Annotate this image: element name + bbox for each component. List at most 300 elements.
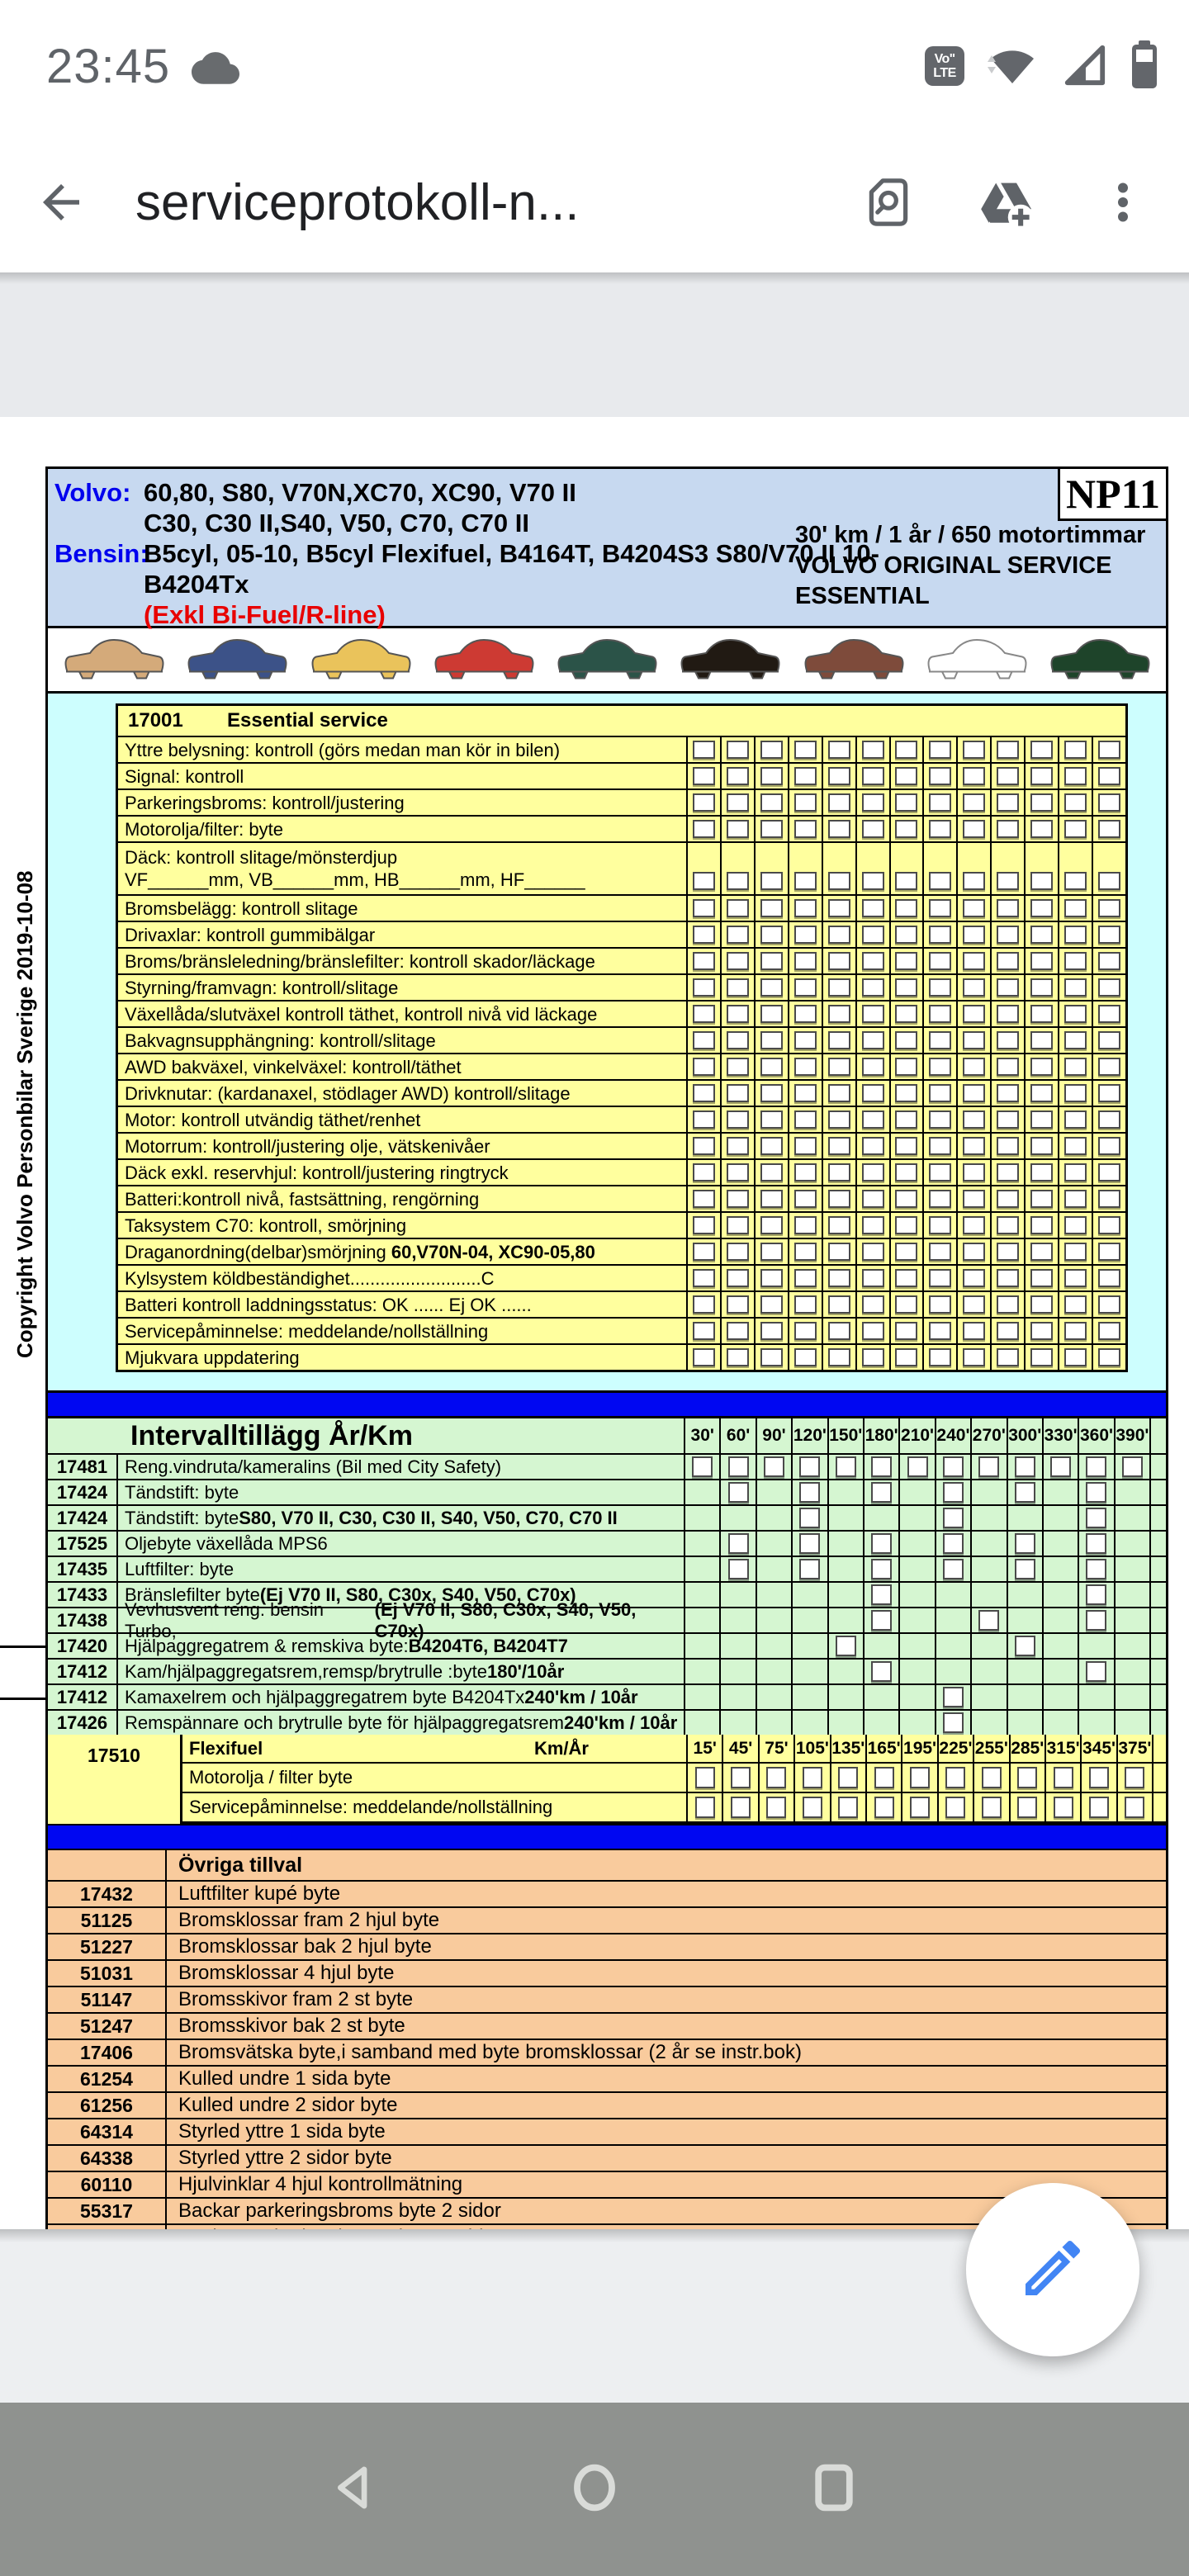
checkbox-cell (756, 1480, 791, 1504)
checkbox (862, 820, 884, 838)
checkbox (1098, 872, 1120, 890)
interval-column-header: 360' (1078, 1418, 1113, 1453)
checkbox (693, 1322, 715, 1340)
checkbox (1089, 1797, 1109, 1818)
back-button[interactable] (33, 174, 89, 230)
checkbox-cell (1078, 1608, 1113, 1632)
checkbox-cell (935, 1480, 970, 1504)
checkbox-cell (756, 1608, 791, 1632)
interval-row (48, 1532, 1166, 1557)
trailing-empty-cell (1149, 1660, 1166, 1683)
checkbox-cell (822, 1292, 855, 1317)
checkbox-cell (1078, 1557, 1113, 1581)
label: Batteri kontroll laddningsstatus: OK ...... Ej OK ...... (125, 1294, 532, 1315)
interval-row (48, 1455, 1166, 1480)
label-bold: 180'/10år (486, 1660, 565, 1682)
checkbox-cell (1024, 764, 1058, 788)
checkbox-cell (791, 1480, 827, 1504)
flexifuel-row (182, 1764, 1166, 1793)
checkbox-cell (788, 1002, 822, 1026)
checkbox-cell (1024, 1345, 1058, 1370)
checkbox (895, 1031, 917, 1049)
checkbox-cell (1024, 1028, 1058, 1053)
checkbox-columns (686, 922, 1125, 947)
checkbox (943, 1533, 964, 1554)
trailing-empty-cell (1149, 1608, 1166, 1632)
checkbox-cell (827, 1506, 863, 1530)
checkbox-columns (686, 1160, 1125, 1185)
essential-row-label (118, 1160, 686, 1185)
checkbox-cell (1058, 1160, 1092, 1185)
checkbox (963, 1031, 985, 1049)
checkbox (997, 872, 1019, 890)
essential-row-label (118, 817, 686, 841)
checkbox (862, 1322, 884, 1340)
checkbox-cell (793, 1793, 829, 1821)
checkbox-cell (719, 1583, 755, 1607)
checkbox-cell (822, 1213, 855, 1238)
flexifuel-column-header: 105' (793, 1735, 829, 1762)
essential-service-table (116, 703, 1128, 1372)
checkbox-cell (1092, 1239, 1125, 1264)
checkbox-columns (686, 843, 1125, 894)
checkbox-cell (686, 1213, 720, 1238)
checkbox-cell (822, 975, 855, 1000)
essential-row-label (118, 1186, 686, 1211)
checkbox (760, 1190, 783, 1208)
checkbox-cell (686, 1081, 720, 1106)
label: Kamaxelrem och hjälpaggregatrem byte B4204Tx (125, 1686, 525, 1707)
checkbox (1030, 872, 1053, 890)
checkbox-cell (1080, 1793, 1116, 1821)
checkbox (1064, 1322, 1087, 1340)
essential-row-label (118, 1292, 686, 1317)
checkbox-cell (754, 1266, 788, 1290)
flexifuel-code: 17510 (88, 1745, 140, 1766)
essential-row (118, 1028, 1125, 1054)
checkbox-cell (754, 1002, 788, 1026)
checkbox (1064, 1163, 1087, 1181)
checkbox (1098, 1137, 1120, 1155)
checkbox-cell (863, 1506, 898, 1530)
checkbox (828, 1269, 850, 1287)
checkbox (1086, 1456, 1106, 1477)
checkbox (929, 793, 951, 812)
interval-column-header: 180' (863, 1418, 898, 1453)
checkbox-columns (686, 1028, 1125, 1053)
checkbox-cell (719, 1660, 755, 1683)
checkbox-columns (686, 1239, 1125, 1264)
checkbox-cell (1058, 1002, 1092, 1026)
checkbox (862, 1348, 884, 1366)
checkbox-cell (754, 1345, 788, 1370)
label: Parkeringsbroms: kontroll/justering (125, 792, 405, 813)
checkbox-cell (1058, 843, 1092, 894)
checkbox (760, 1084, 783, 1102)
checkbox-cell (1092, 1107, 1125, 1132)
checkbox (693, 1058, 715, 1076)
checkbox-cell (788, 1081, 822, 1106)
cloud-icon (192, 48, 239, 84)
checkbox-cell (970, 1583, 1006, 1607)
essential-row-label (118, 922, 686, 947)
checkbox (963, 820, 985, 838)
checkbox-cell (1114, 1532, 1149, 1556)
nav-back-button[interactable] (329, 2462, 381, 2517)
checkbox-cell (922, 1134, 956, 1158)
checkbox (693, 978, 715, 997)
checkbox (929, 1269, 951, 1287)
checkbox-cell (1024, 1107, 1058, 1132)
label-line (125, 1215, 686, 1237)
checkbox (693, 872, 715, 890)
car-silhouette-icon (1045, 631, 1154, 689)
checkbox-cell (956, 817, 990, 841)
checkbox (929, 1058, 951, 1076)
label-line (125, 1162, 686, 1184)
essential-row-label (118, 896, 686, 921)
checkbox-cell (788, 1319, 822, 1343)
checkbox-cell (1007, 1557, 1042, 1581)
label: Däck: kontroll slitage/mönsterdjup (125, 847, 398, 868)
checkbox (929, 1243, 951, 1261)
checkbox (727, 978, 749, 997)
checkbox-cell (922, 949, 956, 973)
checkbox-cell (855, 737, 889, 762)
checkbox-cell (935, 1634, 970, 1658)
checkbox (1030, 1243, 1053, 1261)
checkbox-cell (1024, 1213, 1058, 1238)
checkbox (1098, 1348, 1120, 1366)
checkbox (794, 1005, 817, 1023)
checkbox (693, 1005, 715, 1023)
checkbox (828, 1005, 850, 1023)
volvo-models-line1: 60,80, S80, V70N,XC70, XC90, V70 II (144, 478, 576, 507)
checkbox (794, 952, 817, 970)
checkbox (1064, 741, 1087, 759)
pencil-icon (1016, 2232, 1089, 2308)
checkbox-cell (822, 1107, 855, 1132)
checkbox-columns (686, 1186, 1125, 1211)
checkbox (794, 1110, 817, 1129)
engine-line2: B4204Tx (144, 570, 249, 599)
label: Servicepåminnelse: meddelande/nollställning (125, 1320, 489, 1342)
interval-row-label (116, 1532, 684, 1556)
checkbox (1098, 952, 1120, 970)
checkbox-cell (922, 1081, 956, 1106)
checkbox-cell (990, 1081, 1024, 1106)
checkbox-cell (898, 1532, 934, 1556)
checkbox (693, 1295, 715, 1314)
checkbox-cell (827, 1557, 863, 1581)
label-line (125, 739, 686, 761)
trailing-empty-cell (1149, 1480, 1166, 1504)
label: Tändstift: byte (125, 1481, 239, 1503)
label: Draganordning(delbar)smörjning (125, 1241, 391, 1262)
checkbox-cell (686, 1793, 722, 1821)
volvo-models-line2: C30, C30 II,S40, V50, C70, C70 II (144, 509, 529, 537)
checkbox-columns (686, 1266, 1125, 1290)
checkbox (693, 1137, 715, 1155)
checkbox (1086, 1482, 1106, 1503)
checkbox (794, 1348, 817, 1366)
checkbox-cell (898, 1685, 934, 1709)
checkbox (871, 1584, 892, 1605)
essential-title: Essential service (227, 709, 388, 732)
checkbox-cell (990, 1107, 1024, 1132)
checkbox-cell (970, 1685, 1006, 1709)
checkbox (794, 1058, 817, 1076)
label: Luftfilter: byte (125, 1558, 234, 1579)
checkbox (862, 1163, 884, 1181)
label: Kylsystem köldbeständighet..........................C (125, 1267, 495, 1289)
checkbox-cell (827, 1455, 863, 1479)
checkbox-cell (855, 896, 889, 921)
interval-column-header: 90' (756, 1418, 791, 1453)
checkbox (1064, 820, 1087, 838)
checkbox-cell (956, 1266, 990, 1290)
extras-row (48, 1986, 1166, 2012)
checkbox-cell (889, 1054, 923, 1079)
checkbox (794, 1190, 817, 1208)
interval-row-code: 17438 (56, 1609, 108, 1631)
volte-icon (925, 46, 964, 86)
interval-row-code: 17424 (56, 1481, 108, 1503)
add-to-drive-button[interactable] (978, 174, 1034, 230)
essential-row-label (118, 764, 686, 788)
checkbox-cell (1058, 975, 1092, 1000)
checkbox-cell (935, 1583, 970, 1607)
interval-row-code: 17426 (56, 1712, 108, 1733)
checkbox (929, 1216, 951, 1234)
checkbox (1064, 1216, 1087, 1234)
checkbox (828, 1163, 850, 1181)
checkbox (862, 741, 884, 759)
checkbox (929, 978, 951, 997)
checkbox-cell (1058, 1345, 1092, 1370)
checkbox-cell (1058, 764, 1092, 788)
label-line (125, 765, 686, 788)
checkbox (1030, 793, 1053, 812)
label-line (125, 818, 686, 841)
checkbox-columns (686, 1292, 1125, 1317)
checkbox-cell (956, 1028, 990, 1053)
label-line (125, 1082, 686, 1105)
checkbox-cell (1058, 949, 1092, 973)
checkbox (910, 1797, 930, 1818)
checkbox-cell (1092, 1054, 1125, 1079)
checkbox-cell (791, 1506, 827, 1530)
essential-row-label (118, 1266, 686, 1290)
label-line (125, 792, 686, 814)
checkbox-cell (686, 1002, 720, 1026)
checkbox (862, 767, 884, 785)
essential-row (118, 1292, 1125, 1319)
checkbox-cell (956, 737, 990, 762)
nav-home-button[interactable] (569, 2462, 620, 2517)
flexifuel-unit-label: Km/År (533, 1737, 589, 1759)
checkbox (728, 1456, 749, 1477)
overflow-menu-button[interactable] (1095, 174, 1151, 230)
checkbox-cell (788, 817, 822, 841)
checkbox-columns (686, 737, 1125, 762)
checkbox (895, 1348, 917, 1366)
checkbox-cell (788, 1107, 822, 1132)
checkbox (727, 1058, 749, 1076)
essential-row-label (118, 975, 686, 1000)
interval-column-header: 30' (684, 1418, 719, 1453)
essential-row (118, 922, 1125, 949)
interval-column-header: 120' (791, 1418, 827, 1453)
checkbox (1098, 1243, 1120, 1261)
checkbox-cell (990, 1134, 1024, 1158)
checkbox (760, 1243, 783, 1261)
interval-column-header: 390' (1114, 1418, 1149, 1453)
checkbox (963, 926, 985, 944)
checkbox-columns (686, 1054, 1125, 1079)
label: Motorolja/filter: byte (125, 818, 283, 840)
checkbox (929, 820, 951, 838)
checkbox (693, 1084, 715, 1102)
label: Styrning/framvagn: kontroll/slitage (125, 977, 399, 998)
checkbox (760, 1322, 783, 1340)
checkbox-cell (1114, 1480, 1149, 1504)
label-line (125, 1109, 686, 1131)
checkbox (794, 899, 817, 917)
extras-row-code: 60110 (80, 2173, 133, 2195)
checkbox-cell (956, 1319, 990, 1343)
checkbox-cell (756, 1506, 791, 1530)
checkbox-cell (788, 1028, 822, 1053)
checkbox-cell (956, 1134, 990, 1158)
checkbox (727, 899, 749, 917)
checkbox-cell (791, 1711, 827, 1735)
checkbox (693, 1031, 715, 1049)
trailing-empty-cell (1149, 1583, 1166, 1607)
checkbox-cell (1078, 1506, 1113, 1530)
checkbox-cell (922, 1107, 956, 1132)
checkbox-cell (1092, 949, 1125, 973)
extras-row-label (165, 2146, 1166, 2171)
checkbox-cell (822, 949, 855, 973)
checkbox (862, 1137, 884, 1155)
label: Batteri:kontroll nivå, fastsättning, rengörning (125, 1188, 480, 1210)
label: Bromsskivor fram 2 st byte (178, 1988, 414, 2010)
checkbox-cell (822, 1134, 855, 1158)
checkbox (871, 1482, 892, 1503)
interval-row (48, 1506, 1166, 1532)
checkbox-cell (827, 1685, 863, 1709)
checkbox (1064, 1005, 1087, 1023)
checkbox (828, 1110, 850, 1129)
flexifuel-table (180, 1735, 1166, 1824)
checkbox (929, 741, 951, 759)
checkbox-cell (754, 1186, 788, 1211)
checkbox (692, 1456, 713, 1477)
checkbox (1030, 820, 1053, 838)
checkbox-cell (1058, 922, 1092, 947)
essential-row-label (118, 790, 686, 815)
checkbox-cell (684, 1711, 719, 1735)
checkbox-columns (686, 1213, 1125, 1238)
trailing-empty-cell (1152, 1793, 1166, 1821)
checkbox (693, 1243, 715, 1261)
label-bold: (Ej V70 II, S80, C30x, S40, V50, C70x) (374, 1598, 637, 1641)
pdf-viewer-background (0, 272, 1189, 417)
checkbox (982, 1797, 1002, 1818)
label: Drivknutar: (kardanaxel, stödlager AWD) kontroll/slitage (125, 1082, 571, 1104)
checkbox (895, 1084, 917, 1102)
flexifuel-column-header: 225' (937, 1735, 973, 1762)
flexifuel-column-header: 255' (973, 1735, 1008, 1762)
service-protocol-document (45, 466, 1168, 2337)
checkbox-cell (720, 1239, 754, 1264)
checkbox-cell (1078, 1480, 1113, 1504)
checkbox (895, 1058, 917, 1076)
flexifuel-row-label (182, 1764, 686, 1792)
service-name-line1: VOLVO ORIGINAL SERVICE (795, 552, 1112, 579)
checkbox-cell (855, 790, 889, 815)
checkbox-cell (822, 790, 855, 815)
checkbox-cell (720, 1186, 754, 1211)
interval-column-header: 240' (935, 1418, 970, 1453)
checkbox-cell (788, 764, 822, 788)
checkbox-columns (686, 817, 1125, 841)
label: Remspännare och brytrulle byte för hjälpaggregatsrem (125, 1712, 564, 1733)
checkbox-cell (1058, 896, 1092, 921)
checkbox (997, 899, 1019, 917)
extras-row (48, 2065, 1166, 2091)
checkbox-cell (935, 1557, 970, 1581)
android-nav-bar (0, 2403, 1189, 2576)
checkbox (1030, 767, 1053, 785)
checkbox-cell (1114, 1506, 1149, 1530)
checkbox-cell (1007, 1711, 1042, 1735)
checkbox (978, 1610, 999, 1631)
edit-fab[interactable] (966, 2183, 1139, 2356)
nav-recents-button[interactable] (808, 2462, 860, 2517)
interval-row-label (116, 1455, 684, 1479)
checkbox-cell (719, 1608, 755, 1632)
essential-row (118, 737, 1125, 764)
checkbox-cell (720, 922, 754, 947)
checkbox (997, 767, 1019, 785)
checkbox-cell (956, 975, 990, 1000)
checkbox (1122, 1456, 1143, 1477)
checkbox (997, 1243, 1019, 1261)
checkbox-cell (863, 1455, 898, 1479)
checkbox (895, 1295, 917, 1314)
checkbox (874, 1767, 894, 1788)
checkbox-cell (889, 1028, 923, 1053)
label: Backar parkeringsbroms byte 2 sidor (178, 2200, 501, 2222)
checkbox-cell (1092, 1292, 1125, 1317)
checkbox-cell (1024, 949, 1058, 973)
checkbox (895, 926, 917, 944)
checkbox-cell (1042, 1480, 1078, 1504)
label-line (125, 846, 686, 869)
checkbox-cell (684, 1480, 719, 1504)
checkbox (895, 872, 917, 890)
find-in-document-button[interactable] (860, 174, 917, 230)
checkbox-cell (901, 1793, 936, 1821)
checkbox-cell (889, 1081, 923, 1106)
checkbox-cell (720, 1081, 754, 1106)
extras-row-label (165, 1934, 1166, 1959)
checkbox (929, 1005, 951, 1023)
checkbox (799, 1533, 820, 1554)
document-title: serviceprotokoll-n... (135, 173, 580, 231)
